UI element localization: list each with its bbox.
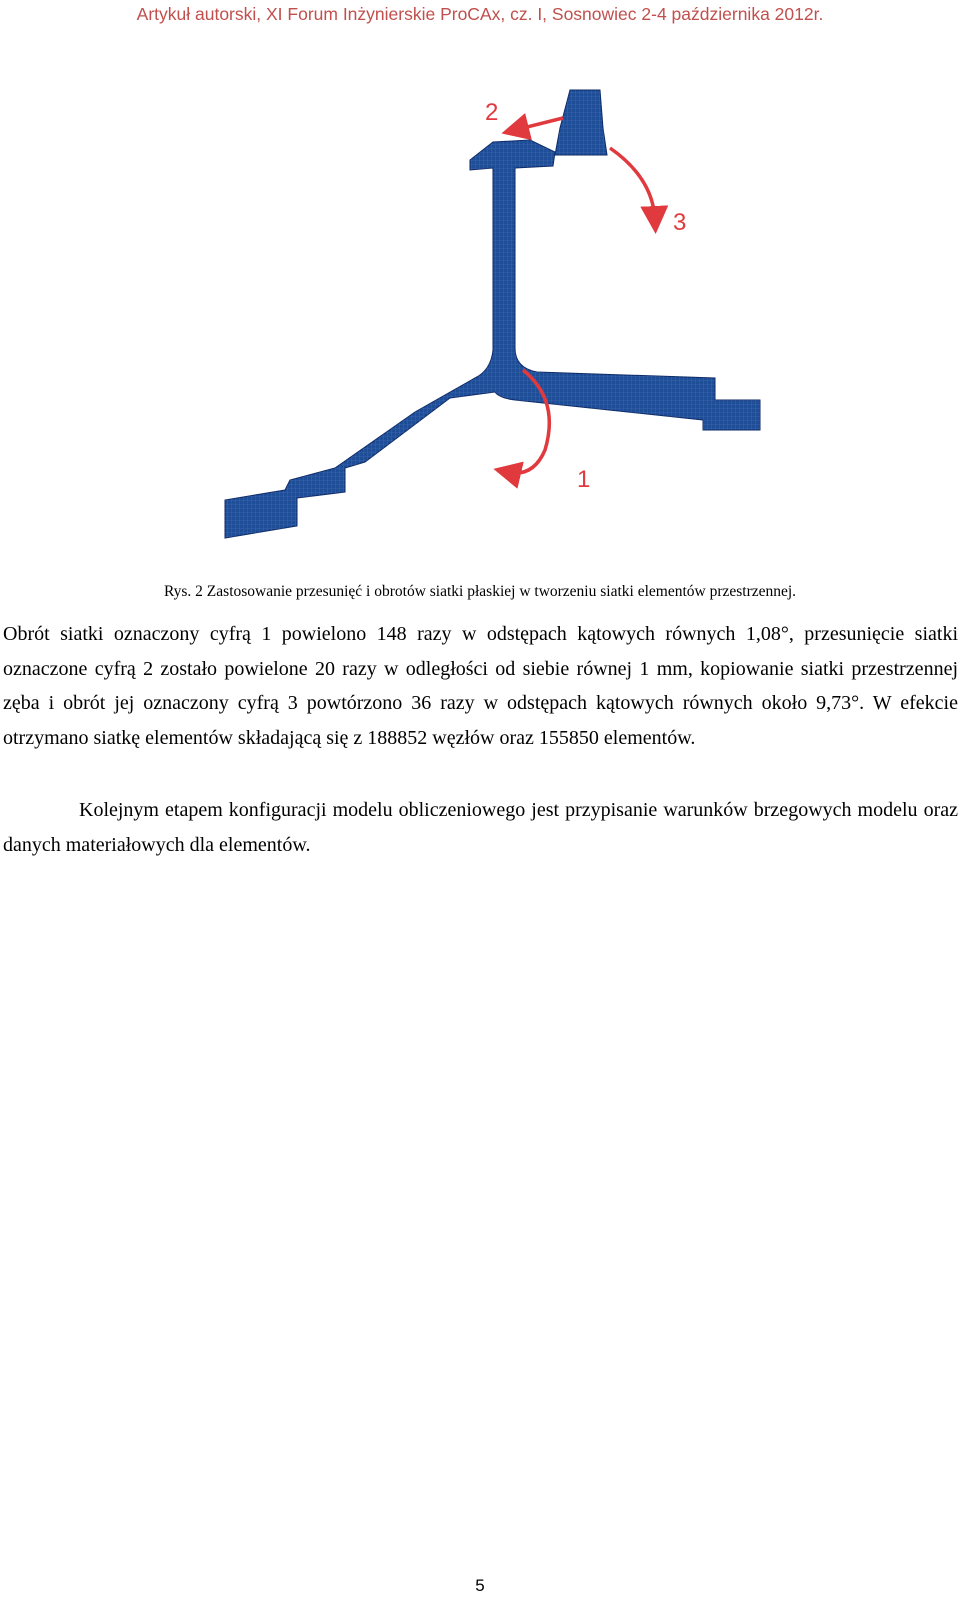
figure-caption: Rys. 2 Zastosowanie przesunięć i obrotów siatki płaskiej w tworzeniu siatki elementów przestrzennej. xyxy=(163,583,797,600)
mesh-diagram xyxy=(215,80,775,560)
arrow-2 xyxy=(515,118,563,130)
mesh-body xyxy=(225,90,760,538)
paragraph-1: Obrót siatki oznaczony cyfrą 1 powielono 148 razy w odstępach kątowych równych 1,08°, przesunięcie siatki oznaczone cyfrą 2 zostało powielone 20 razy w odległości od siebie równej 1 mm, kopiowanie siatki przestrzennej zęba i obrót jej oznaczony cyfrą 3 powtórzono 36 razy w odstępach kątowych równych około 9,73°. W efekcie otrzymano siatkę elementów składającą się z 188852 węzłów oraz 155850 elementów. xyxy=(3,623,958,749)
arrow-3 xyxy=(610,148,655,220)
paragraph-2: Kolejnym etapem konfiguracji modelu obliczeniowego jest przypisanie warunków brzegowych modelu oraz danych materiałowych dla elementów. xyxy=(3,799,958,856)
label-1: 1 xyxy=(577,466,591,493)
label-3: 3 xyxy=(673,209,687,236)
page-header: Artykuł autorski, XI Forum Inżynierskie ProCAx, cz. I, Sosnowiec 2-4 października 2012r. xyxy=(136,4,824,24)
mesh-figure xyxy=(215,80,775,560)
page-number: 5 xyxy=(475,1576,485,1595)
label-2: 2 xyxy=(485,99,499,126)
